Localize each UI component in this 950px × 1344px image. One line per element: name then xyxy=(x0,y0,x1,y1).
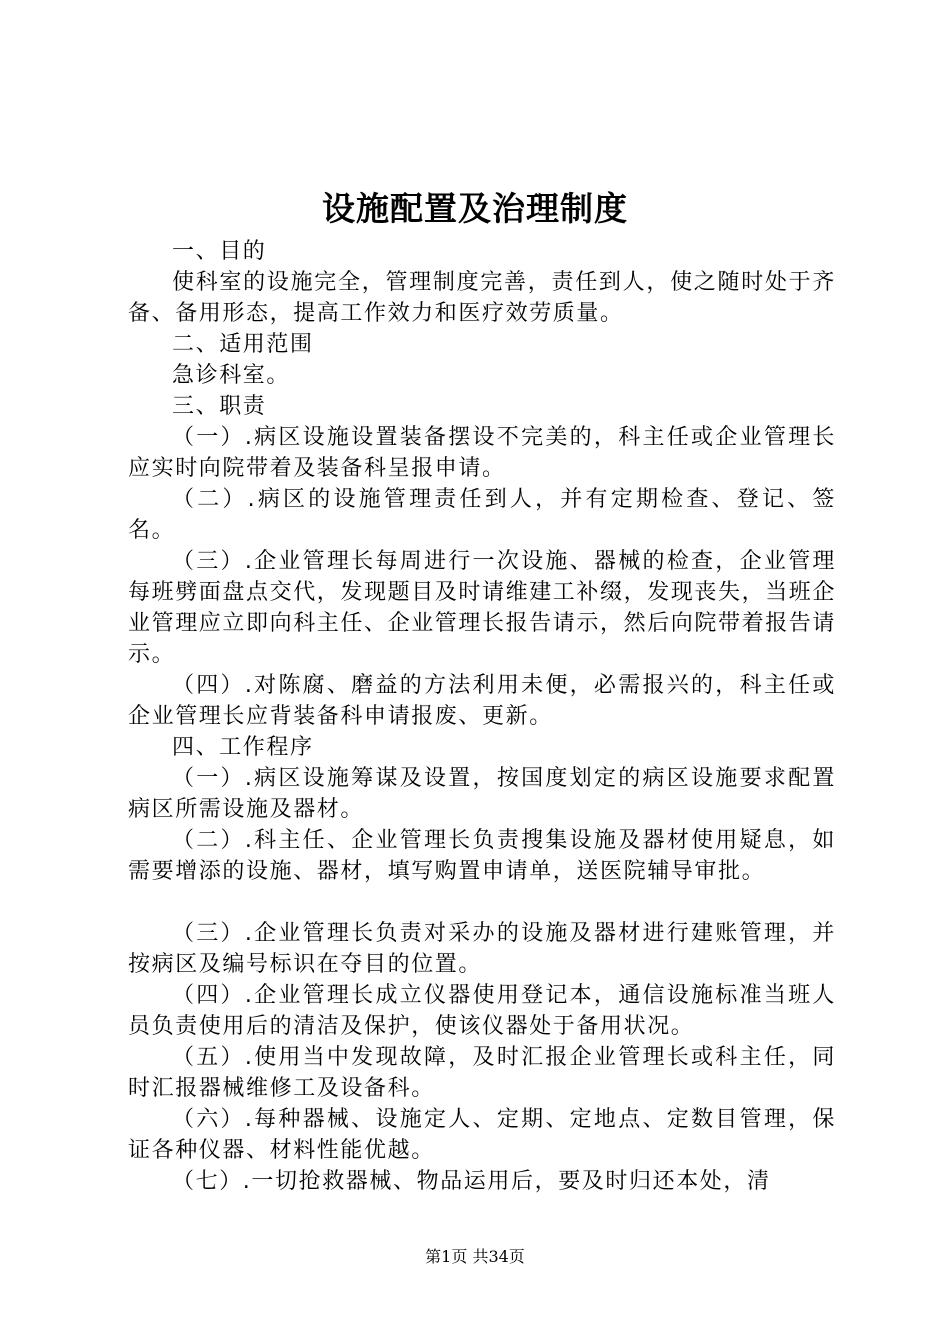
document-title: 设施配置及治理制度 xyxy=(322,189,628,228)
paragraph: （六）.每种器械、设施定人、定期、定地点、定数目管理，保证各种仪器、材料性能优越。 xyxy=(128,1107,836,1163)
section-heading-purpose: 一、目的 xyxy=(172,239,267,264)
paragraph: （七）.一切抢救器械、物品运用后，要及时归还本处，清 xyxy=(172,1169,771,1194)
paragraph: （一）.病区设施筹谋及设置，按国度划定的病区设施要求配置病区所需设施及器材。 xyxy=(128,766,836,822)
section-heading-procedure: 四、工作程序 xyxy=(172,735,314,760)
paragraph: （五）.使用当中发现故障，及时汇报企业管理长或科主任，同时汇报器械维修工及设备科。 xyxy=(128,1045,836,1101)
paragraph: 使科室的设施完全，管理制度完善，责任到人，使之随时处于齐备、备用形态，提高工作效力和医疗效劳质量。 xyxy=(128,270,836,326)
document-body xyxy=(128,236,836,1197)
paragraph: （四）.企业管理长成立仪器使用登记本，通信设施标准当班人员负责使用后的清洁及保护，使该仪器处于备用状况。 xyxy=(128,983,836,1039)
paragraph: （四）.对陈腐、磨益的方法利用未便，必需报兴的，科主任或企业管理长应背装备科申请报废、更新。 xyxy=(128,673,836,729)
paragraph: 急诊科室。 xyxy=(172,363,291,388)
paragraph: （三）.企业管理长每周进行一次设施、器械的检查，企业管理每班劈面盘点交代，发现题目及时请维建工补缀，发现丧失，当班企业管理应立即向科主任、企业管理长报告请示，然后向院带着报告请示。 xyxy=(128,549,837,667)
paragraph: （一）.病区设施设置装备摆设不完美的，科主任或企业管理长应实时向院带着及装备科呈报申请。 xyxy=(128,425,836,481)
paragraph: （三）.企业管理长负责对采办的设施及器材进行建账管理，并按病区及编号标识在夺目的位置。 xyxy=(128,921,836,977)
paragraph: （二）.科主任、企业管理长负责搜集设施及器材使用疑息，如需要增添的设施、器材，填写购置申请单，送医院辅导审批。 xyxy=(128,828,836,884)
paragraph: （二）.病区的设施管理责任到人，并有定期检查、登记、签名。 xyxy=(128,487,836,543)
section-heading-duties: 三、职责 xyxy=(172,394,267,419)
page-footer: 第1页 共34页 xyxy=(425,1247,525,1266)
section-heading-scope: 二、适用范围 xyxy=(172,332,314,357)
